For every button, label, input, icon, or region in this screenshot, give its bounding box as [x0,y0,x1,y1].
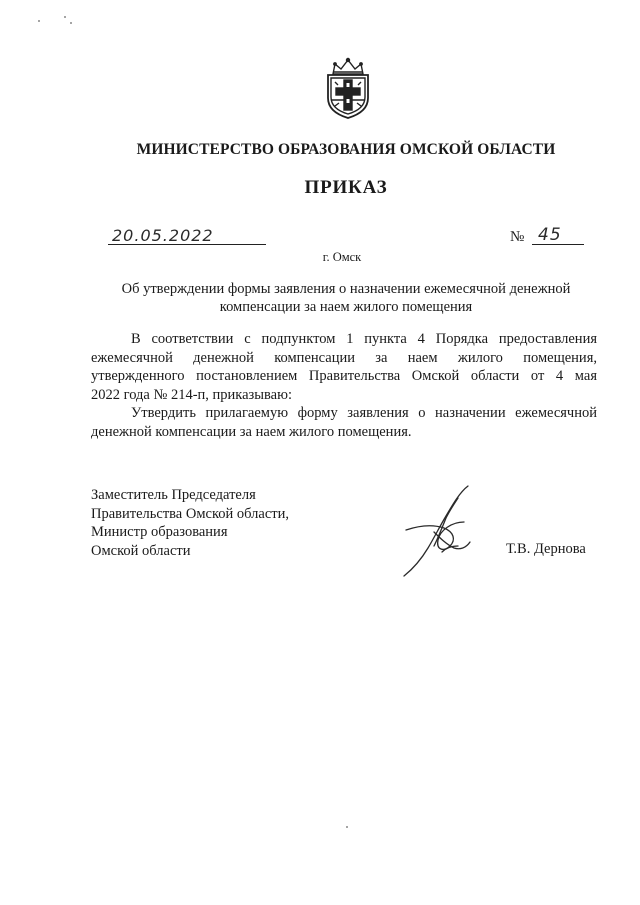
city: г. Омск [322,250,362,264]
document-type: ПРИКАЗ [304,177,388,198]
date-underline [108,244,266,245]
body-paragraph [91,330,597,404]
signer-position-line: Правительства Омской области, [91,505,289,522]
scan-speck [64,16,66,18]
signer-name: Т.В. Дернова [506,541,586,557]
order-number-field [510,226,584,248]
body-line: Утвердить прилагаемую форму заявления о назначении ежемесячной [131,405,597,421]
scan-speck [38,20,40,22]
body-line: ежемесячной денежной компенсации за наем жилого помещения, [91,349,597,366]
order-date-field [108,226,266,248]
body-paragraph [91,404,597,441]
order-number: 45 [538,225,562,245]
body-line: В соответствии с подпунктом 1 пункта 4 Порядка предоставления [131,331,597,347]
order-subject [98,280,594,316]
signer-position [91,486,351,560]
number-sign: № [510,229,525,245]
body-line: 2022 года № 214-п, приказываю: [91,386,292,403]
handwritten-signature [398,482,480,580]
number-underline [532,244,584,245]
order-body [91,330,597,441]
scan-speck [70,22,72,24]
subject-line: компенсации за наем жилого помещения [219,299,473,315]
signer-position-line: Заместитель Председателя [91,487,256,503]
coat-of-arms-icon [322,56,374,120]
scan-speck [346,826,348,828]
order-date: 20.05.2022 [112,226,214,245]
body-line: денежной компенсации за наем жилого помещения. [91,423,412,440]
subject-line: Об утверждении формы заявления о назначении ежемесячной денежной [121,281,571,297]
body-line: утвержденного постановлением Правительства Омской области от 4 мая [91,368,597,384]
signer-position-line: Министр образования [91,524,228,540]
signer-position-line: Омской области [91,542,191,559]
ministry-name: МИНИСТЕРСТВО ОБРАЗОВАНИЯ ОМСКОЙ ОБЛАСТИ [136,141,556,158]
